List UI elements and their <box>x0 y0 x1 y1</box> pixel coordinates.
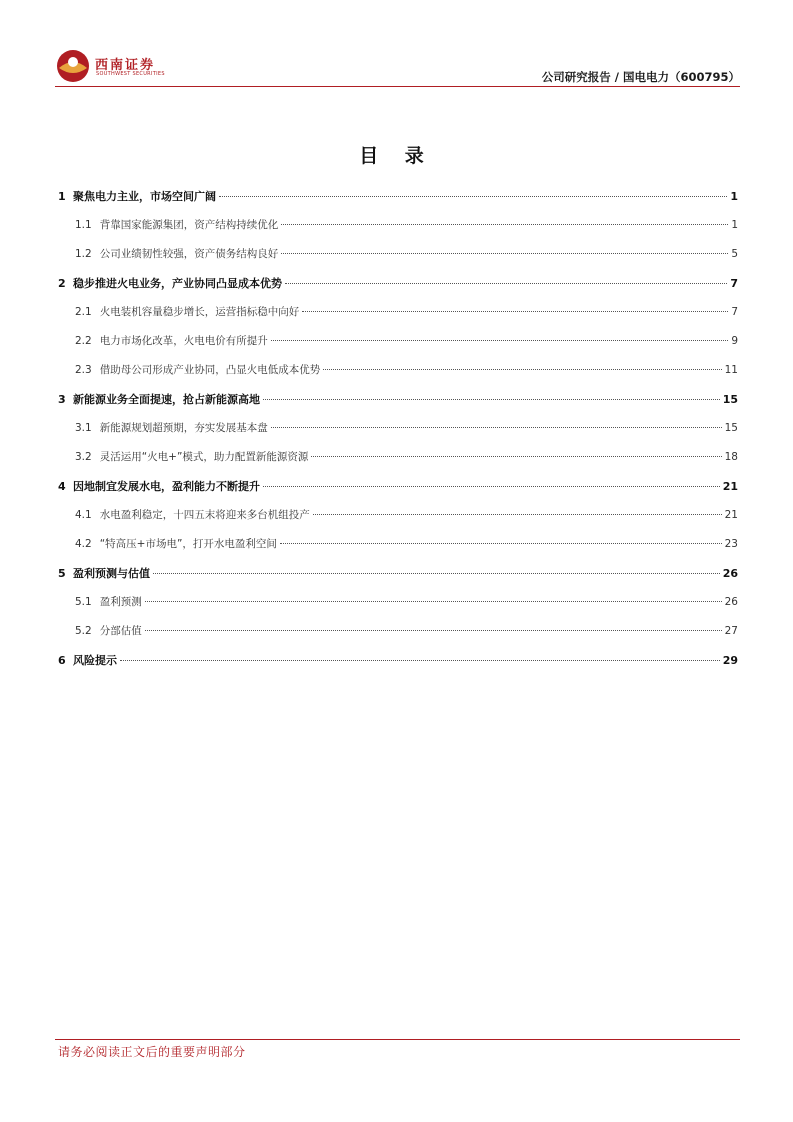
report-header-title: 公司研究报告 / 国电电力（600795） <box>541 70 740 84</box>
toc-entry-title: 稳步推进火电业务，产业协同凸显成本优势 <box>73 277 282 290</box>
toc-entry-page-number: 27 <box>724 625 738 637</box>
toc-entry-number: 2.3 <box>75 364 92 376</box>
toc-entry-page-number: 21 <box>724 509 738 521</box>
toc-entry-page-number: 15 <box>724 422 738 434</box>
toc-entry-number: 3 <box>58 393 66 406</box>
toc-dot-leader <box>323 368 721 370</box>
toc-section-entry[interactable] <box>58 443 738 472</box>
toc-entry-number: 5.1 <box>75 596 92 608</box>
toc-entry-page-number: 26 <box>724 596 738 608</box>
toc-entry-title: 风险提示 <box>73 654 117 667</box>
southwest-securities-logo-icon <box>55 48 91 84</box>
toc-entry-title: 新能源规划超预期，夯实发展基本盘 <box>99 422 268 434</box>
toc-chapter-entry[interactable] <box>58 385 738 414</box>
toc-dot-leader <box>120 659 720 661</box>
toc-entry-title: 分部估值 <box>99 625 142 637</box>
toc-entry-page-number: 7 <box>730 277 738 290</box>
toc-chapter-entry[interactable] <box>58 269 738 298</box>
toc-entry-number: 1.1 <box>75 219 92 231</box>
toc-entry-page-number: 15 <box>722 393 738 406</box>
toc-dot-leader <box>145 629 722 631</box>
toc-entry-page-number: 11 <box>724 364 738 376</box>
toc-chapter-entry[interactable] <box>58 182 738 211</box>
footer-disclaimer: 请务必阅读正文后的重要声明部分 <box>58 1045 246 1059</box>
toc-entry-number: 2.1 <box>75 306 92 318</box>
toc-entry-title: “特高压+市场电”，打开水电盈利空间 <box>99 538 277 550</box>
toc-entry-title: 新能源业务全面提速，抢占新能源高地 <box>73 393 260 406</box>
toc-dot-leader <box>271 426 722 428</box>
toc-section-entry[interactable] <box>58 240 738 269</box>
toc-chapter-entry[interactable] <box>58 472 738 501</box>
toc-entry-number: 4.2 <box>75 538 92 550</box>
toc-entry-title: 灵活运用“火电+”模式，助力配置新能源资源 <box>99 451 309 463</box>
toc-chapter-entry[interactable] <box>58 646 738 675</box>
toc-title: 目 录 <box>359 145 434 167</box>
toc-entry-page-number: 5 <box>731 248 738 260</box>
toc-dot-leader <box>145 600 722 602</box>
page-header <box>55 44 740 89</box>
logo-english-name: SOUTHWEST SECURITIES <box>96 71 165 77</box>
toc-entry-title: 电力市场化改革，火电电价有所提升 <box>99 335 268 347</box>
toc-entry-title: 借助母公司形成产业协同，凸显火电低成本优势 <box>99 364 321 376</box>
toc-entry-page-number: 1 <box>730 190 738 203</box>
toc-dot-leader <box>280 542 722 544</box>
toc-entry-number: 3.2 <box>75 451 92 463</box>
toc-dot-leader <box>219 195 727 197</box>
toc-entry-page-number: 9 <box>731 335 738 347</box>
toc-entry-title: 盈利预测与估值 <box>73 567 150 580</box>
toc-entry-title: 公司业绩韧性较强，资产债务结构良好 <box>99 248 279 260</box>
toc-entry-number: 1 <box>58 190 66 203</box>
toc-section-entry[interactable] <box>58 356 738 385</box>
toc-entry-number: 3.1 <box>75 422 92 434</box>
toc-section-entry[interactable] <box>58 501 738 530</box>
toc-entry-number: 4 <box>58 480 66 493</box>
toc-entry-page-number: 21 <box>722 480 738 493</box>
toc-dot-leader <box>281 252 728 254</box>
toc-section-entry[interactable] <box>58 327 738 356</box>
toc-entry-page-number: 26 <box>722 567 738 580</box>
toc-dot-leader <box>302 310 728 312</box>
toc-section-entry[interactable] <box>58 211 738 240</box>
toc-entry-number: 1.2 <box>75 248 92 260</box>
toc-dot-leader <box>271 339 729 341</box>
toc-dot-leader <box>263 398 720 400</box>
toc-section-entry[interactable] <box>58 298 738 327</box>
toc-entry-page-number: 7 <box>731 306 738 318</box>
toc-entry-title: 背靠国家能源集团，资产结构持续优化 <box>99 219 279 231</box>
toc-entry-title: 聚焦电力主业，市场空间广阔 <box>73 190 216 203</box>
logo-chinese-name: 西南证券 <box>95 58 156 73</box>
toc-dot-leader <box>153 572 720 574</box>
toc-entry-number: 6 <box>58 654 66 667</box>
toc-entry-number: 4.1 <box>75 509 92 521</box>
toc-entry-number: 2 <box>58 277 66 290</box>
toc-section-entry[interactable] <box>58 530 738 559</box>
footer-divider <box>55 1039 740 1040</box>
toc-entry-title: 因地制宜发展水电，盈利能力不断提升 <box>73 480 260 493</box>
toc-dot-leader <box>285 282 727 284</box>
toc-entry-title: 水电盈利稳定，十四五末将迎来多台机组投产 <box>99 509 310 521</box>
toc-entry-page-number: 1 <box>731 219 738 231</box>
header-divider <box>55 86 740 87</box>
toc-entry-title: 火电装机容量稳步增长，运营指标稳中向好 <box>99 306 300 318</box>
toc-dot-leader <box>281 223 728 225</box>
toc-entry-title: 盈利预测 <box>99 596 142 608</box>
toc-dot-leader <box>263 485 720 487</box>
toc-entry-number: 2.2 <box>75 335 92 347</box>
toc-entry-page-number: 18 <box>724 451 738 463</box>
toc-entry-number: 5.2 <box>75 625 92 637</box>
toc-section-entry[interactable] <box>58 414 738 443</box>
toc-section-entry[interactable] <box>58 617 738 646</box>
company-logo <box>55 44 185 84</box>
toc-entry-number: 5 <box>58 567 66 580</box>
toc-entry-page-number: 29 <box>722 654 738 667</box>
toc-chapter-entry[interactable] <box>58 559 738 588</box>
toc-dot-leader <box>311 455 721 457</box>
toc-section-entry[interactable] <box>58 588 738 617</box>
table-of-contents <box>58 182 738 675</box>
toc-entry-page-number: 23 <box>724 538 738 550</box>
toc-dot-leader <box>313 513 722 515</box>
